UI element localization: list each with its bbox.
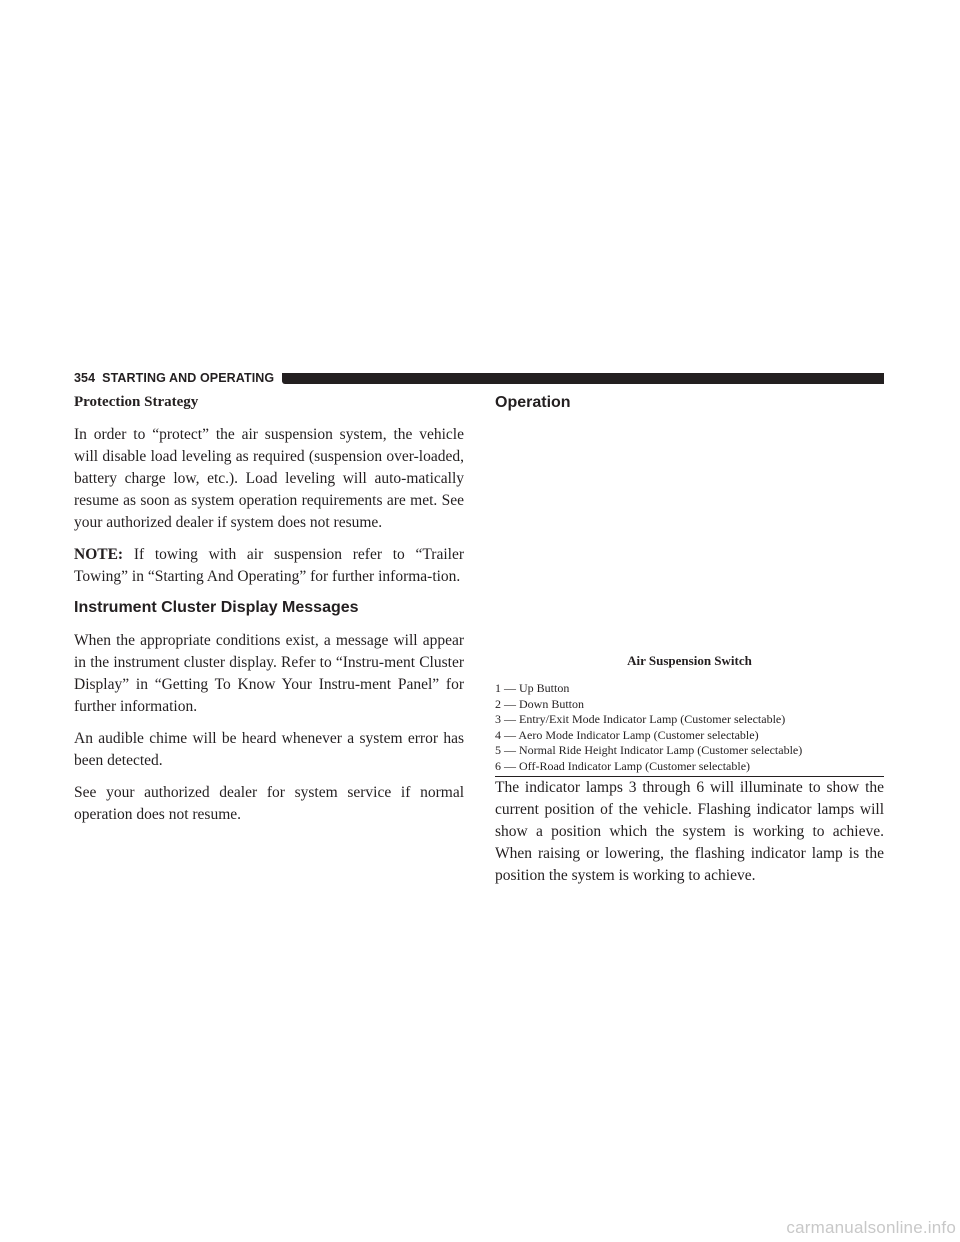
cluster-messages-heading: Instrument Cluster Display Messages — [74, 599, 359, 616]
legend-item: 2 — Down Button — [495, 696, 585, 711]
section-title: STARTING AND OPERATING — [102, 371, 275, 385]
note-text: If towing with air suspension refer to “Trailer Towing” in “Starting And Operating” for further informa-tion. — [74, 546, 464, 585]
legend-item: 6 — Off-Road Indicator Lamp (Customer selectable) — [495, 758, 751, 773]
left-column — [74, 393, 464, 836]
figure-legend — [495, 681, 884, 777]
figure-caption: Air Suspension Switch — [627, 653, 752, 668]
protection-strategy-paragraph: In order to “protect” the air suspension system, the vehicle will disable load leveling as required (suspension over-loaded, battery charge low, etc.). Load leveling will auto-matically resume as soon as system operation requirements are met. See your authorized dealer if system does not resume. — [74, 426, 464, 531]
protection-strategy-heading: Protection Strategy — [74, 394, 199, 410]
cluster-paragraph-2: An audible chime will be heard whenever a system error has been detected. — [74, 730, 464, 769]
page-number: 354 — [74, 371, 96, 385]
cluster-paragraph-1: When the appropriate conditions exist, a message will appear in the instrument cluster display. Refer to “Instru-ment Cluster Display” in “Getting To Know Your Instru-ment Panel” for further information. — [74, 632, 464, 715]
right-column — [495, 393, 884, 897]
legend-item: 4 — Aero Mode Indicator Lamp (Customer selectable) — [495, 727, 759, 742]
header-rule — [282, 373, 884, 384]
legend-item: 3 — Entry/Exit Mode Indicator Lamp (Customer selectable) — [495, 712, 786, 726]
note-paragraph — [74, 544, 464, 588]
legend-item: 1 — Up Button — [495, 681, 570, 695]
note-label: NOTE: — [74, 546, 124, 563]
operation-paragraph: The indicator lamps 3 through 6 will illuminate to show the current position of the vehicle. Flashing indicator lamps will show a position which the system is working to achieve. When raising or lowering, the flashing indicator lamp is the position the system is working to achieve. — [495, 779, 884, 884]
legend-item: 5 — Normal Ride Height Indicator Lamp (Customer selectable) — [495, 743, 803, 757]
watermark-text: carmanualsonline.info — [786, 1218, 956, 1237]
operation-heading: Operation — [495, 394, 571, 411]
page-header — [74, 370, 884, 386]
figure-placeholder — [495, 425, 884, 653]
cluster-paragraph-3: See your authorized dealer for system service if normal operation does not resume. — [74, 784, 464, 823]
